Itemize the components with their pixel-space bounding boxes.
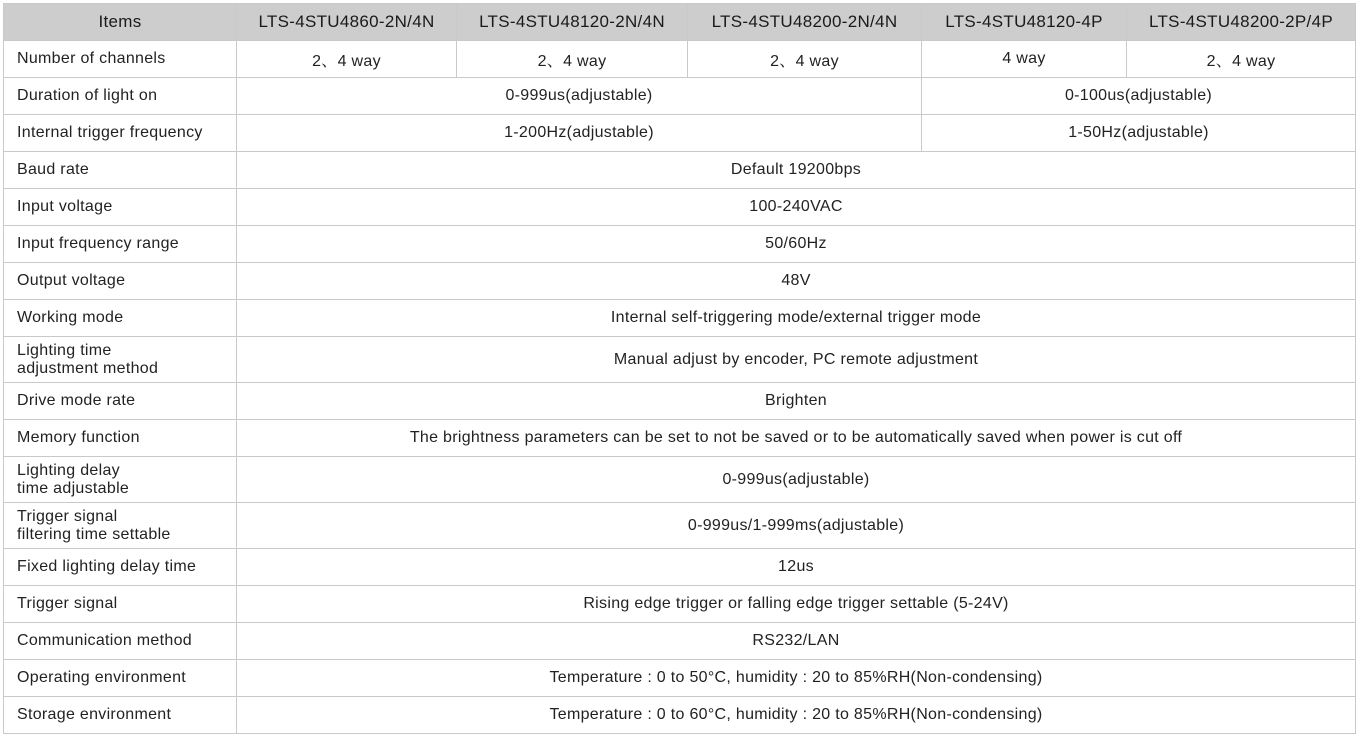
- row-storage-env: [4, 697, 1356, 734]
- header-model-4: LTS-4STU48120-4P: [922, 4, 1127, 41]
- value-fixed-delay: 12us: [237, 549, 1356, 586]
- label-trigger-freq: Internal trigger frequency: [4, 115, 237, 152]
- header-items: Items: [4, 4, 237, 41]
- label-filter-time-line-2: filtering time settable: [17, 525, 171, 543]
- row-light-on: [4, 78, 1356, 115]
- header-model-3: LTS-4STU48200-2N/4N: [688, 4, 922, 41]
- label-delay-adjust-line-1: Lighting delay: [17, 461, 120, 479]
- value-trigger-signal: Rising edge trigger or falling edge trigger settable (5-24V): [237, 586, 1356, 623]
- value-baud-rate: Default 19200bps: [237, 152, 1356, 189]
- value-delay-adjust: 0-999us(adjustable): [237, 457, 1356, 503]
- label-filter-time-line-1: Trigger signal: [17, 507, 118, 525]
- row-delay-adjust: [4, 457, 1356, 503]
- row-input-voltage: [4, 189, 1356, 226]
- row-trigger-freq: [4, 115, 1356, 152]
- label-fixed-delay: Fixed lighting delay time: [4, 549, 237, 586]
- value-channels-model-4: 4 way: [922, 41, 1127, 78]
- label-channels: Number of channels: [4, 41, 237, 78]
- label-storage-env: Storage environment: [4, 697, 237, 734]
- value-trigger-freq-n-models: 1-200Hz(adjustable): [237, 115, 922, 152]
- row-fixed-delay: [4, 549, 1356, 586]
- header-row: [4, 4, 1356, 41]
- value-operating-env: Temperature : 0 to 50°C, humidity : 20 to 85%RH(Non-condensing): [237, 660, 1356, 697]
- value-channels-model-1: 2、4 way: [237, 41, 457, 78]
- row-operating-env: [4, 660, 1356, 697]
- value-memory: The brightness parameters can be set to not be saved or to be automatically saved when power is cut off: [237, 420, 1356, 457]
- value-input-voltage: 100-240VAC: [237, 189, 1356, 226]
- value-communication: RS232/LAN: [237, 623, 1356, 660]
- value-input-freq: 50/60Hz: [237, 226, 1356, 263]
- value-channels-model-5: 2、4 way: [1127, 41, 1356, 78]
- label-working-mode: Working mode: [4, 300, 237, 337]
- header-model-5: LTS-4STU48200-2P/4P: [1127, 4, 1356, 41]
- value-working-mode: Internal self-triggering mode/external trigger mode: [237, 300, 1356, 337]
- value-channels-model-2: 2、4 way: [457, 41, 688, 78]
- row-adjust-method: [4, 337, 1356, 383]
- label-adjust-method: [4, 337, 237, 383]
- label-delay-adjust: [4, 457, 237, 503]
- label-input-freq: Input frequency range: [4, 226, 237, 263]
- row-input-freq: [4, 226, 1356, 263]
- value-adjust-method: Manual adjust by encoder, PC remote adjustment: [237, 337, 1356, 383]
- label-filter-time: [4, 503, 237, 549]
- label-input-voltage: Input voltage: [4, 189, 237, 226]
- value-output-voltage: 48V: [237, 263, 1356, 300]
- row-trigger-signal: [4, 586, 1356, 623]
- spec-table: [3, 3, 1356, 734]
- row-communication: [4, 623, 1356, 660]
- value-trigger-freq-p-models: 1-50Hz(adjustable): [922, 115, 1356, 152]
- label-adjust-method-line-1: Lighting time: [17, 341, 112, 359]
- row-channels: [4, 41, 1356, 78]
- value-light-on-n-models: 0-999us(adjustable): [237, 78, 922, 115]
- row-memory: [4, 420, 1356, 457]
- label-memory: Memory function: [4, 420, 237, 457]
- label-delay-adjust-line-2: time adjustable: [17, 479, 130, 497]
- value-light-on-p-models: 0-100us(adjustable): [922, 78, 1356, 115]
- row-baud-rate: [4, 152, 1356, 189]
- label-adjust-method-line-2: adjustment method: [17, 359, 159, 377]
- label-output-voltage: Output voltage: [4, 263, 237, 300]
- value-drive-mode: Brighten: [237, 383, 1356, 420]
- label-drive-mode: Drive mode rate: [4, 383, 237, 420]
- header-model-1: LTS-4STU4860-2N/4N: [237, 4, 457, 41]
- value-storage-env: Temperature : 0 to 60°C, humidity : 20 to 85%RH(Non-condensing): [237, 697, 1356, 734]
- label-operating-env: Operating environment: [4, 660, 237, 697]
- label-light-on: Duration of light on: [4, 78, 237, 115]
- label-baud-rate: Baud rate: [4, 152, 237, 189]
- label-trigger-signal: Trigger signal: [4, 586, 237, 623]
- row-output-voltage: [4, 263, 1356, 300]
- row-filter-time: [4, 503, 1356, 549]
- label-communication: Communication method: [4, 623, 237, 660]
- header-model-2: LTS-4STU48120-2N/4N: [457, 4, 688, 41]
- row-drive-mode: [4, 383, 1356, 420]
- value-channels-model-3: 2、4 way: [688, 41, 922, 78]
- value-filter-time: 0-999us/1-999ms(adjustable): [237, 503, 1356, 549]
- row-working-mode: [4, 300, 1356, 337]
